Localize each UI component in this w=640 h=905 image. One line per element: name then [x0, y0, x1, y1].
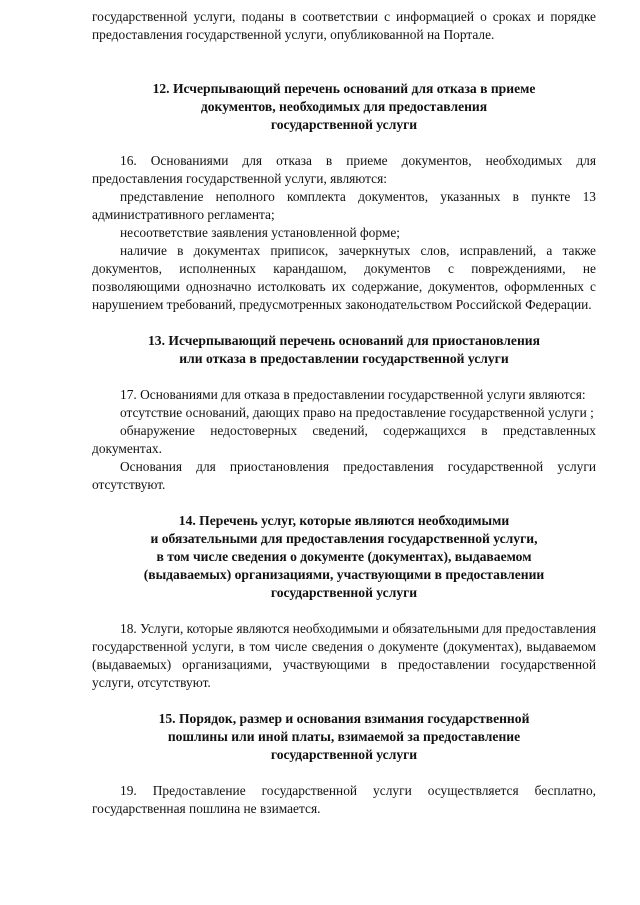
section-14-heading-line-5: государственной услуги [270, 585, 418, 600]
paragraph-16-item-1: представление неполного комплекта документов, указанных в пункте 13 административного регламента; [92, 189, 596, 222]
section-15-heading-line-1: 15. Порядок, размер и основания взимания государственной [158, 711, 530, 726]
document-page [92, 8, 596, 818]
section-14-heading-line-1: 14. Перечень услуг, которые являются необходимыми [178, 513, 510, 528]
section-12-heading-line-2: документов, необходимых для предоставления [200, 99, 488, 114]
paragraph-18: 18. Услуги, которые являются необходимыми и обязательными для предоставления государственной услуги, в том числе сведения о документе (документах), выдаваемом (выдаваемых) организациями, участвующими в предоставлении государственной услуги, отсутствуют. [92, 621, 596, 690]
paragraph-17-item-2: обнаружение недостоверных сведений, содержащихся в представленных документах. [92, 423, 596, 456]
section-13-heading [92, 332, 596, 368]
section-15-heading [92, 710, 596, 764]
paragraph-17: 17. Основаниями для отказа в предоставлении государственной услуги являются: [120, 387, 586, 402]
section-13-heading-line-2: или отказа в предоставлении государственной услуги [179, 351, 509, 366]
section-12-heading [92, 80, 596, 134]
section-14-heading [92, 512, 596, 602]
paragraph-17-item-1: отсутствие оснований, дающих право на предоставление государственной услуги ; [120, 405, 594, 420]
section-15-heading-line-3: государственной услуги [270, 747, 418, 762]
section-13-heading-line-1: 13. Исчерпывающий перечень оснований для приостановления [148, 333, 540, 348]
paragraph-19: 19. Предоставление государственной услуги осуществляется бесплатно, государственная пошлина не взимается. [92, 783, 596, 816]
paragraph-16-item-2: несоответствие заявления установленной форме; [120, 225, 401, 240]
section-15-heading-line-2: пошлины или иной платы, взимаемой за предоставление [167, 729, 521, 744]
section-12-heading-line-3: государственной услуги [270, 117, 418, 132]
paragraph-16-item-3: наличие в документах приписок, зачеркнутых слов, исправлений, а также документов, исполненных карандашом, документов с повреждениями, не позволяющими однозначно истолковать их содержание, документов, оформленных с нарушением требований, предусмотренных законодательством Российской Федерации. [92, 243, 596, 312]
section-14-heading-line-4: (выдаваемых) организациями, участвующими в предоставлении [143, 567, 545, 582]
intro-paragraph: государственной услуги, поданы в соответствии с информацией о сроках и порядке предоставления государственной услуги, опубликованной на Портале. [92, 9, 596, 42]
section-12-heading-line-1: 12. Исчерпывающий перечень оснований для отказа в приеме [152, 81, 536, 96]
section-14-heading-line-3: в том числе сведения о документе (документах), выдаваемом [156, 549, 532, 564]
paragraph-17-item-3: Основания для приостановления предоставления государственной услуги отсутствуют. [92, 459, 596, 492]
paragraph-16: 16. Основаниями для отказа в приеме документов, необходимых для предоставления государственной услуги, являются: [92, 153, 596, 186]
section-14-heading-line-2: и обязательными для предоставления государственной услуги, [150, 531, 538, 546]
